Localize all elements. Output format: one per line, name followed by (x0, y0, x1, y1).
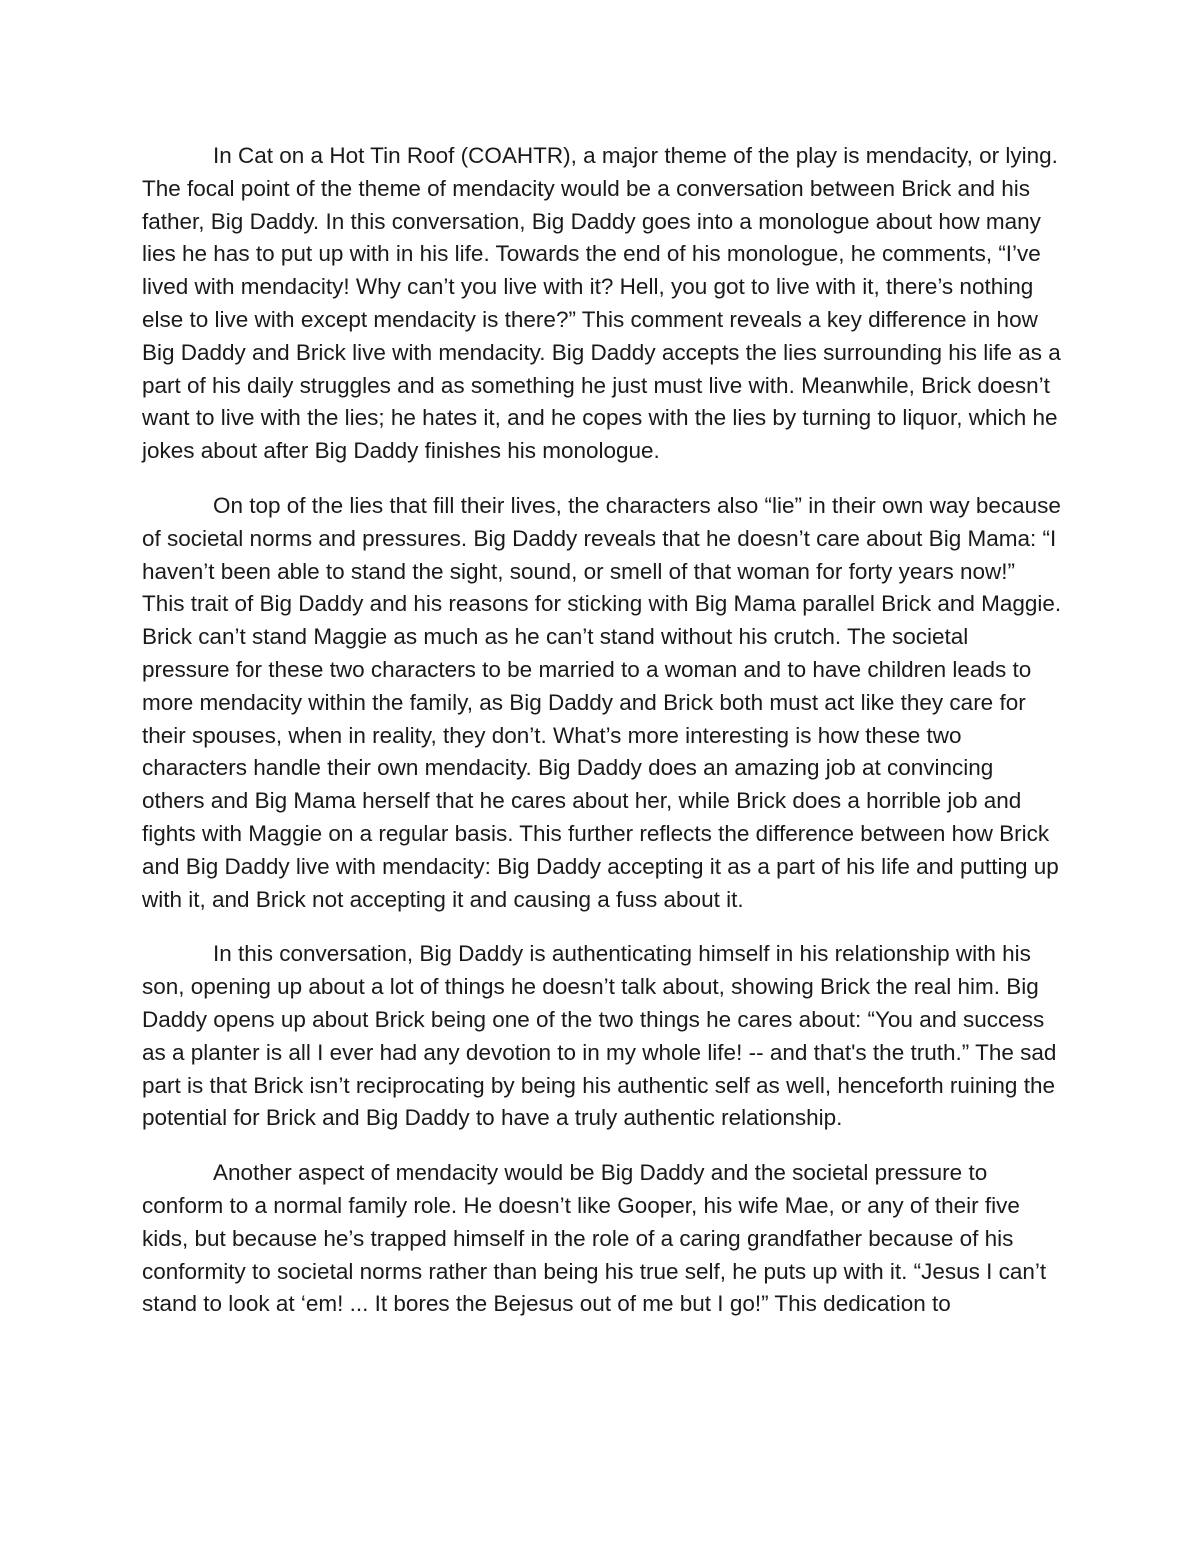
document-page (142, 140, 1062, 1343)
paragraph-4: Another aspect of mendacity would be Big Daddy and the societal pressure to conform to a normal family role. He doesn’t like Gooper, his wife Mae, or any of their five kids, but because he’s trapped himself in the role of a caring grandfather because of his conformity to societal norms rather than being his true self, he puts up with it. “Jesus I can’t stand to look at ‘em! ... It bores the Bejesus out of me but I go!” This dedication to (142, 1160, 1047, 1317)
paragraph-1: In Cat on a Hot Tin Roof (COAHTR), a major theme of the play is mendacity, or lying. The focal point of the theme of mendacity would be a conversation between Brick and his father, Big Daddy. In this conversation, Big Daddy goes into a monologue about how many lies he has to put up with in his life. Towards the end of his monologue, he comments, “I’ve lived with mendacity! Why can’t you live with it? Hell, you got to live with it, there’s nothing else to live with except mendacity is there?” This comment reveals a key difference in how Big Daddy and Brick live with mendacity. Big Daddy accepts the lies surrounding his life as a part of his daily struggles and as something he just must live with. Meanwhile, Brick doesn’t want to live with the lies; he hates it, and he copes with the lies by turning to liquor, which he jokes about after Big Daddy finishes his monologue. (142, 143, 1061, 464)
paragraph-3: In this conversation, Big Daddy is authenticating himself in his relationship with his son, opening up about a lot of things he doesn’t talk about, showing Brick the real him. Big Daddy opens up about Brick being one of the two things he cares about: “You and success as a planter is all I ever had any devotion to in my whole life! -- and that's the truth.” The sad part is that Brick isn’t reciprocating by being his authentic self as well, henceforth ruining the potential for Brick and Big Daddy to have a truly authentic relationship. (142, 941, 1057, 1131)
paragraph-2: On top of the lies that fill their lives, the characters also “lie” in their own way because of societal norms and pressures. Big Daddy reveals that he doesn’t care about Big Mama: “I haven’t been able to stand the sight, sound, or smell of that woman for forty years now!” This trait of Big Daddy and his reasons for sticking with Big Mama parallel Brick and Maggie. Brick can’t stand Maggie as much as he can’t stand without his crutch. The societal pressure for these two characters to be married to a woman and to have children leads to more mendacity within the family, as Big Daddy and Brick both must act like they care for their spouses, when in reality, they don’t. What’s more interesting is how these two characters handle their own mendacity. Big Daddy does an amazing job at convincing others and Big Mama herself that he cares about her, while Brick does a horrible job and fights with Maggie on a regular basis. This further reflects the difference between how Brick and Big Daddy live with mendacity: Big Daddy accepting it as a part of his life and putting up with it, and Brick not accepting it and causing a fuss about it. (142, 492, 1062, 912)
